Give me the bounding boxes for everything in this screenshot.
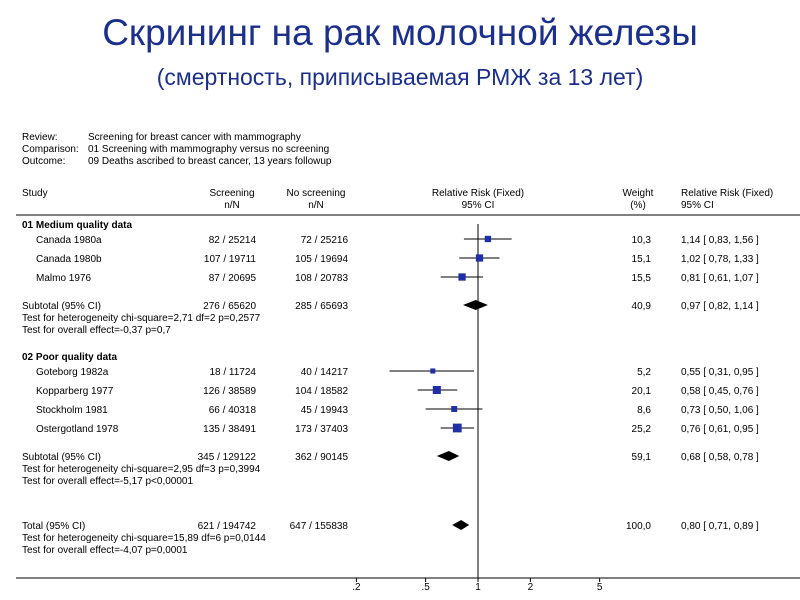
study-noscreening: 173 / 37403 [295, 424, 348, 435]
study-marker [433, 386, 441, 394]
subtotal-diamond [437, 451, 459, 461]
subtotal-screening: 345 / 129122 [197, 452, 256, 463]
column-header-plot-sub: 95% CI [461, 200, 495, 211]
study-weight: 20,1 [631, 386, 651, 397]
study-marker [458, 273, 465, 280]
study-noscreening: 105 / 19694 [295, 254, 348, 265]
group-heading: 01 Medium quality data [22, 220, 133, 231]
column-header-noscreening-sub: n/N [308, 200, 324, 211]
study-screening: 107 / 19711 [203, 254, 256, 265]
column-header-screening: Screening [209, 188, 255, 199]
column-header-weight: Weight [622, 188, 654, 199]
x-tick-label: 1 [475, 582, 481, 593]
column-header-weight-sub: (%) [630, 200, 646, 211]
study-weight: 15,5 [631, 273, 651, 284]
study-noscreening: 40 / 14217 [300, 367, 348, 378]
meta-value: Screening for breast cancer with mammography [88, 132, 301, 143]
study-screening: 87 / 20695 [208, 273, 256, 284]
subtotal-weight: 40,9 [631, 301, 651, 312]
column-header-noscreening: No screening [286, 188, 346, 199]
study-label: Stockholm 1981 [36, 405, 108, 416]
meta-label: Comparison: [22, 144, 79, 155]
study-screening: 82 / 25214 [208, 235, 256, 246]
study-label: Canada 1980a [36, 235, 102, 246]
total-diamond [452, 520, 469, 530]
subtotal-rr-text: 0,68 [ 0,58, 0,78 ] [681, 452, 759, 463]
column-header-screening-sub: n/N [224, 200, 240, 211]
meta-label: Outcome: [22, 156, 66, 167]
study-noscreening: 108 / 20783 [295, 273, 348, 284]
study-weight: 8,6 [637, 405, 651, 416]
total-weight: 100,0 [625, 521, 651, 532]
column-header-rr-sub: 95% CI [681, 200, 714, 211]
study-noscreening: 45 / 19943 [300, 405, 348, 416]
column-header-plot: Relative Risk (Fixed) [431, 188, 525, 199]
study-rr-text: 1,02 [ 0,78, 1,33 ] [681, 254, 759, 265]
study-label: Malmo 1976 [36, 273, 92, 284]
study-weight: 10,3 [631, 235, 651, 246]
test-text: Test for heterogeneity chi-square=15,89 df=6 p=0,0144 [22, 533, 266, 544]
study-marker [453, 424, 462, 433]
total-noscreening: 647 / 155838 [289, 521, 348, 532]
x-tick-label: 5 [596, 582, 603, 593]
meta-label: Review: [22, 132, 58, 143]
study-rr-text: 0,76 [ 0,61, 0,95 ] [681, 424, 759, 435]
subtotal-screening: 276 / 65620 [203, 301, 256, 312]
study-screening: 18 / 11724 [209, 367, 256, 378]
x-tick-label: .2 [352, 582, 361, 593]
study-label: Ostergotland 1978 [36, 424, 119, 435]
study-rr-text: 0,81 [ 0,61, 1,07 ] [681, 273, 759, 284]
group-heading: 02 Poor quality data [22, 352, 118, 363]
meta-value: 09 Deaths ascribed to breast cancer, 13 years followup [88, 156, 332, 167]
subtotal-diamond [463, 300, 488, 310]
study-screening: 126 / 38589 [203, 386, 256, 397]
study-label: Goteborg 1982a [36, 367, 109, 378]
subtotal-label: Subtotal (95% CI) [22, 301, 101, 312]
study-screening: 135 / 38491 [203, 424, 256, 435]
study-weight: 5,2 [637, 367, 651, 378]
study-noscreening: 104 / 18582 [295, 386, 348, 397]
study-label: Kopparberg 1977 [36, 386, 114, 397]
study-noscreening: 72 / 25216 [300, 235, 348, 246]
study-marker [430, 368, 435, 373]
total-rr-text: 0,80 [ 0,71, 0,89 ] [681, 521, 759, 532]
study-rr-text: 0,73 [ 0,50, 1,06 ] [681, 405, 759, 416]
subtotal-noscreening: 362 / 90145 [295, 452, 348, 463]
subtotal-label: Subtotal (95% CI) [22, 452, 101, 463]
study-weight: 15,1 [631, 254, 651, 265]
study-rr-text: 0,55 [ 0,31, 0,95 ] [681, 367, 759, 378]
slide-subtitle: (смертность, приписываемая РМЖ за 13 лет) [156, 64, 644, 90]
subtotal-rr-text: 0,97 [ 0,82, 1,14 ] [681, 301, 759, 312]
slide-title: Скрининг на рак молочной железы [102, 12, 698, 53]
test-text: Test for overall effect=-5,17 p<0,00001 [22, 476, 194, 487]
x-tick-label: .5 [421, 582, 430, 593]
study-screening: 66 / 40318 [208, 405, 256, 416]
study-marker [476, 254, 483, 261]
total-label: Total (95% CI) [22, 521, 86, 532]
study-rr-text: 0,58 [ 0,45, 0,76 ] [681, 386, 759, 397]
test-text: Test for heterogeneity chi-square=2,71 df=2 p=0,2577 [22, 313, 261, 324]
meta-value: 01 Screening with mammography versus no screening [88, 144, 330, 155]
test-text: Test for overall effect=-0,37 p=0,7 [22, 325, 171, 336]
test-text: Test for heterogeneity chi-square=2,95 df=3 p=0,3994 [22, 464, 261, 475]
study-marker [485, 236, 491, 242]
column-header-study: Study [22, 188, 48, 199]
subtotal-weight: 59,1 [631, 452, 651, 463]
x-tick-label: 2 [527, 582, 534, 593]
test-text: Test for overall effect=-4,07 p=0,0001 [22, 545, 188, 556]
column-header-rr: Relative Risk (Fixed) [681, 188, 774, 199]
total-screening: 621 / 194742 [197, 521, 256, 532]
study-weight: 25,2 [631, 424, 651, 435]
study-rr-text: 1,14 [ 0,83, 1,56 ] [681, 235, 759, 246]
subtotal-noscreening: 285 / 65693 [295, 301, 348, 312]
study-label: Canada 1980b [36, 254, 102, 265]
study-marker [451, 406, 457, 412]
